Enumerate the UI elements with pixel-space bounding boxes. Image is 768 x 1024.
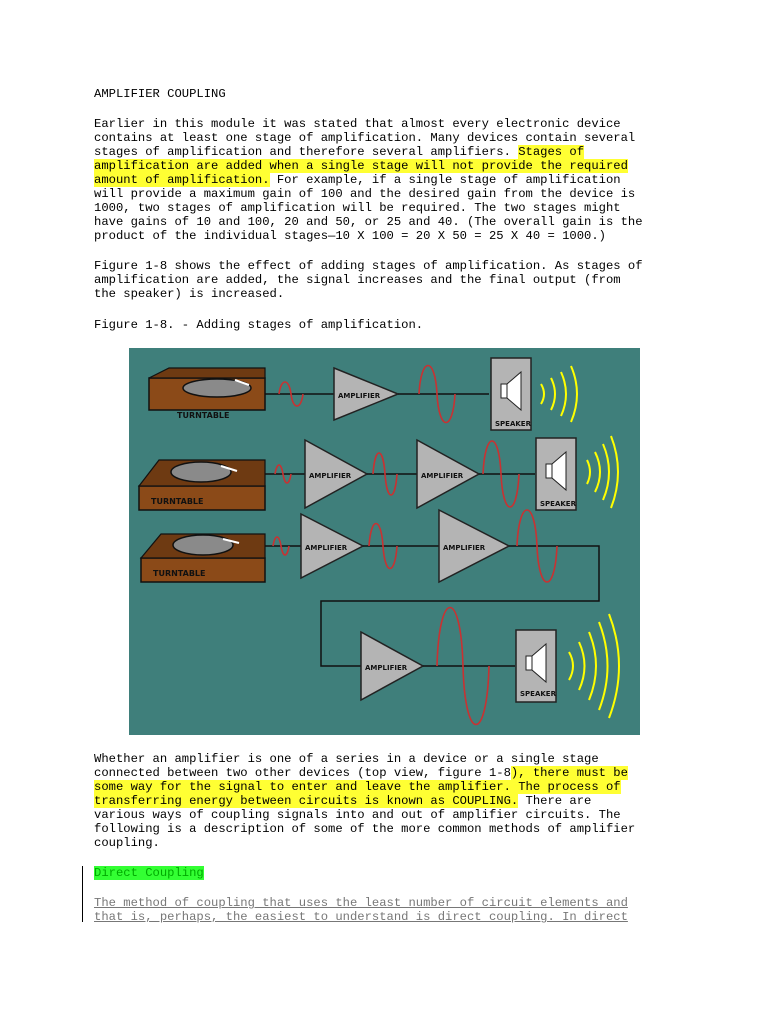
turntable-label: TURNTABLE xyxy=(177,411,230,420)
amplifier-label: AMPLIFIER xyxy=(305,544,348,552)
amplifier-label: AMPLIFIER xyxy=(309,472,352,480)
text-line: have gains of 10 and 100, 20 and 50, or 25 and 40. (The overall gain is the xyxy=(94,215,643,229)
figure-amplification-stages xyxy=(129,348,640,735)
highlighted-text: transferring energy between circuits is known as COUPLING. xyxy=(94,794,519,808)
text-line: various ways of coupling signals into and out of amplifier circuits. The xyxy=(94,808,621,822)
text-line: will provide a maximum gain of 100 and the desired gain from the device is xyxy=(94,187,636,201)
highlighted-text: amplification are added when a single stage will not provide the required xyxy=(94,159,628,173)
amplifier-label: AMPLIFIER xyxy=(338,392,381,400)
text-line: Whether an amplifier is one of a series in a device or a single stage xyxy=(94,752,599,766)
turntable-label: TURNTABLE xyxy=(151,497,204,506)
turntable-2 xyxy=(139,460,265,510)
highlighted-section-title: Direct Coupling xyxy=(94,866,204,880)
text-line: 1000, two stages of amplification will be required. The two stages might xyxy=(94,201,621,215)
highlighted-text: ), there must be xyxy=(510,766,628,780)
text-line xyxy=(94,145,694,159)
text-line: contains at least one stage of amplification. Many devices contain several xyxy=(94,131,636,145)
highlighted-text: amount of amplification. xyxy=(94,173,270,187)
text-span: For example, if a single stage of amplification xyxy=(269,173,621,187)
change-bar xyxy=(82,866,83,922)
section-title xyxy=(94,866,694,880)
text-line xyxy=(94,780,694,794)
text-line xyxy=(94,173,694,187)
text-line: Figure 1-8 shows the effect of adding stages of amplification. As stages of xyxy=(94,259,643,273)
amplifier-label: AMPLIFIER xyxy=(365,664,408,672)
speaker-label: SPEAKER xyxy=(520,690,556,698)
turntable-3 xyxy=(141,534,265,582)
text-line xyxy=(94,766,694,780)
text-line: that is, perhaps, the easiest to understand is direct coupling. In direct xyxy=(94,910,628,924)
highlighted-text: some way for the signal to enter and leave the amplifier. The process of xyxy=(94,780,621,794)
turntable-label: TURNTABLE xyxy=(153,569,206,578)
text-line: following is a description of some of the more common methods of amplifier xyxy=(94,822,636,836)
amplifier-label: AMPLIFIER xyxy=(421,472,464,480)
text-line: The method of coupling that uses the least number of circuit elements and xyxy=(94,896,628,910)
text-line: Earlier in this module it was stated that almost every electronic device xyxy=(94,117,621,131)
text-span: connected between two other devices (top view, figure 1-8 xyxy=(94,766,511,780)
text-span: stages of amplification and therefore several amplifiers. xyxy=(94,145,519,159)
speaker-label: SPEAKER xyxy=(540,500,576,508)
speaker-1 xyxy=(491,358,532,430)
text-line: coupling. xyxy=(94,836,160,850)
text-line: product of the individual stages—10 X 100 = 20 X 50 = 25 X 40 = 1000.) xyxy=(94,229,606,243)
text-line: the speaker) is increased. xyxy=(94,287,285,301)
text-line: amplification are added, the signal increases and the final output (from xyxy=(94,273,621,287)
speaker-3 xyxy=(516,630,557,702)
text-line xyxy=(94,159,694,173)
amplifier-label: AMPLIFIER xyxy=(443,544,486,552)
speaker-label: SPEAKER xyxy=(495,420,531,428)
speaker-2 xyxy=(536,438,577,510)
figure-caption: Figure 1-8. - Adding stages of amplification. xyxy=(94,318,424,332)
page-heading: AMPLIFIER COUPLING xyxy=(94,87,226,101)
text-line xyxy=(94,794,694,808)
text-span: There are xyxy=(518,794,592,808)
highlighted-text: Stages of xyxy=(518,145,585,159)
